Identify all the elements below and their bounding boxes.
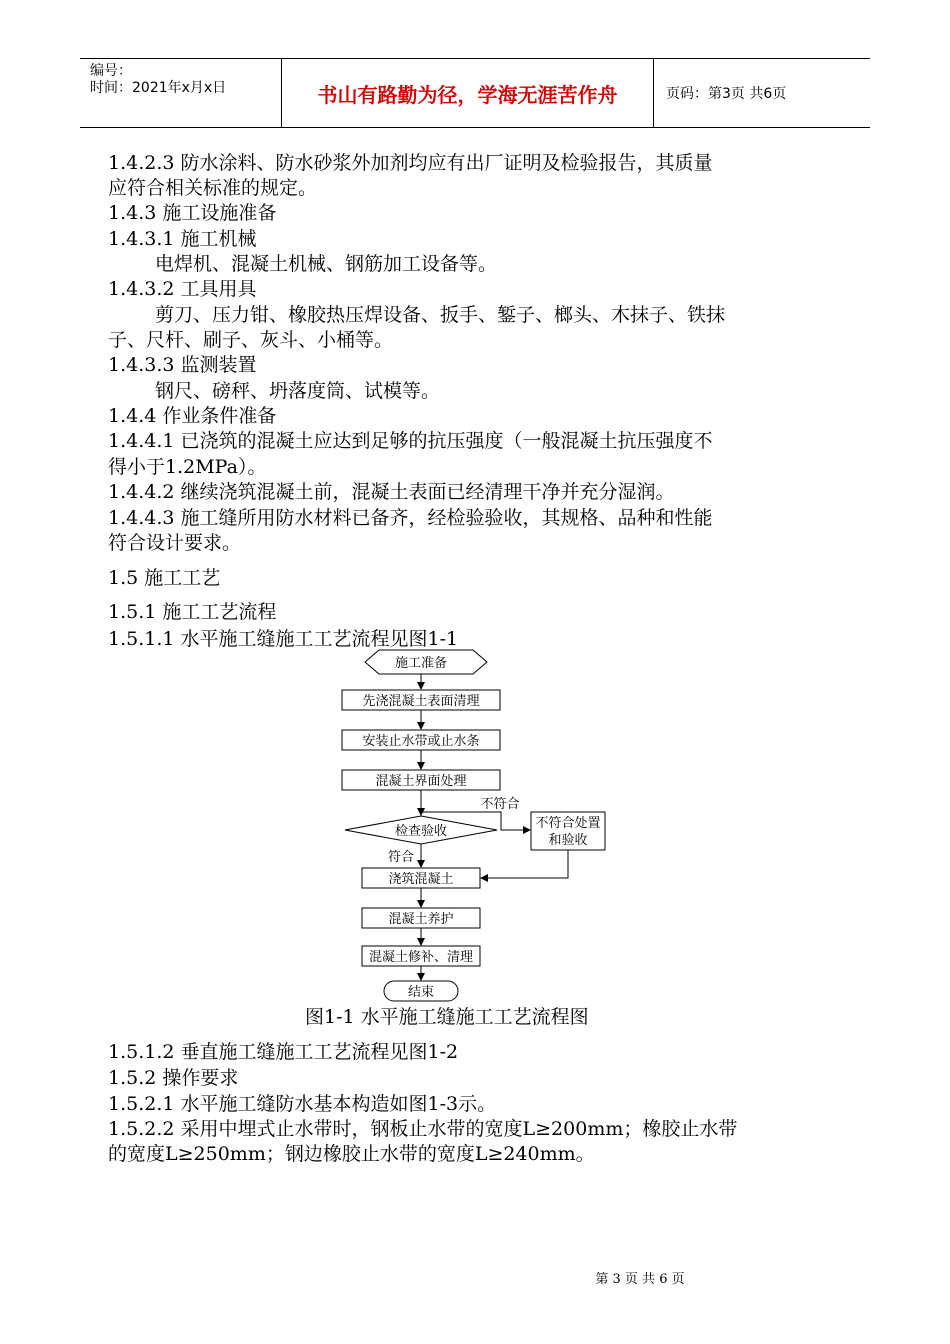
flow-end-label: 结束 <box>407 985 435 1000</box>
flow-no-label: 不符合 <box>480 797 520 812</box>
section-heading: 1.5.1 施工工艺流程 <box>108 601 277 623</box>
section-heading: 1.4.3 施工设施准备 <box>108 202 277 224</box>
paragraph: 应符合相关标准的规定。 <box>108 177 318 199</box>
flow-side-label: 和验收 <box>548 833 588 848</box>
subsection-heading: 1.4.3.1 施工机械 <box>108 228 257 250</box>
section-heading: 1.5.2 操作要求 <box>108 1067 239 1089</box>
document-time: 时间：2021年x月x日 <box>90 80 227 96</box>
flow-step-label: 先浇混凝土表面清理 <box>362 694 480 709</box>
page-footer: 第 3 页 共 6 页 <box>595 1272 685 1287</box>
paragraph: 1.5.1.2 垂直施工缝施工工艺流程见图1-2 <box>108 1041 459 1063</box>
document-number: 编号： <box>90 63 132 79</box>
figure-caption: 图1-1 水平施工缝施工工艺流程图 <box>305 1006 589 1028</box>
flow-start-label: 施工准备 <box>394 656 448 671</box>
paragraph: 1.4.2.3 防水涂料、防水砂浆外加剂均应有出厂证明及检验报告，其质量 <box>108 152 713 174</box>
flow-step-label: 浇筑混凝土 <box>388 872 454 887</box>
subsection-heading: 1.4.3.3 监测装置 <box>108 354 257 376</box>
section-heading: 1.5 施工工艺 <box>108 567 221 589</box>
paragraph: 1.4.4.2 继续浇筑混凝土前，混凝土表面已经清理干净并充分湿润。 <box>108 481 675 503</box>
paragraph: 得小于1.2MPa）。 <box>108 456 267 478</box>
flow-side-label: 不符合处置 <box>535 816 601 831</box>
flow-step-label: 混凝土修补、清理 <box>368 950 474 965</box>
header-page-info: 页码：第3页 共6页 <box>666 86 787 102</box>
paragraph: 子、尺杆、刷子、灰斗、小桶等。 <box>108 329 394 351</box>
paragraph: 钢尺、磅秤、坍落度筒、试模等。 <box>155 380 441 402</box>
section-heading: 1.4.4 作业条件准备 <box>108 405 277 427</box>
header-motto: 书山有路勤为径，学海无涯苦作舟 <box>282 59 654 127</box>
paragraph: 的宽度L≥250mm；钢边橡胶止水带的宽度L≥240mm。 <box>108 1143 595 1165</box>
flow-decision-label: 检查验收 <box>394 824 448 839</box>
paragraph: 符合设计要求。 <box>108 532 242 554</box>
paragraph: 1.5.2.1 水平施工缝防水基本构造如图1-3示。 <box>108 1093 497 1115</box>
subsection-heading: 1.4.3.2 工具用具 <box>108 278 257 300</box>
flow-step-label: 混凝土养护 <box>388 912 454 927</box>
flow-yes-label: 符合 <box>387 850 415 865</box>
process-flowchart <box>330 648 630 1004</box>
paragraph: 电焊机、混凝土机械、钢筋加工设备等。 <box>155 253 498 275</box>
paragraph: 剪刀、压力钳、橡胶热压焊设备、扳手、錾子、榔头、木抹子、铁抹 <box>155 304 726 326</box>
flow-step-label: 混凝土界面处理 <box>375 774 467 789</box>
paragraph: 1.4.4.1 已浇筑的混凝土应达到足够的抗压强度（一般混凝土抗压强度不 <box>108 430 713 452</box>
paragraph: 1.5.2.2 采用中埋式止水带时，钢板止水带的宽度L≥200mm；橡胶止水带 <box>108 1118 738 1140</box>
header-meta <box>80 59 282 127</box>
paragraph: 1.5.1.1 水平施工缝施工工艺流程见图1-1 <box>108 628 459 650</box>
paragraph: 1.4.4.3 施工缝所用防水材料已备齐，经检验验收，其规格、品种和性能 <box>108 507 713 529</box>
flow-step-label: 安装止水带或止水条 <box>362 734 480 749</box>
page-header <box>80 58 870 128</box>
